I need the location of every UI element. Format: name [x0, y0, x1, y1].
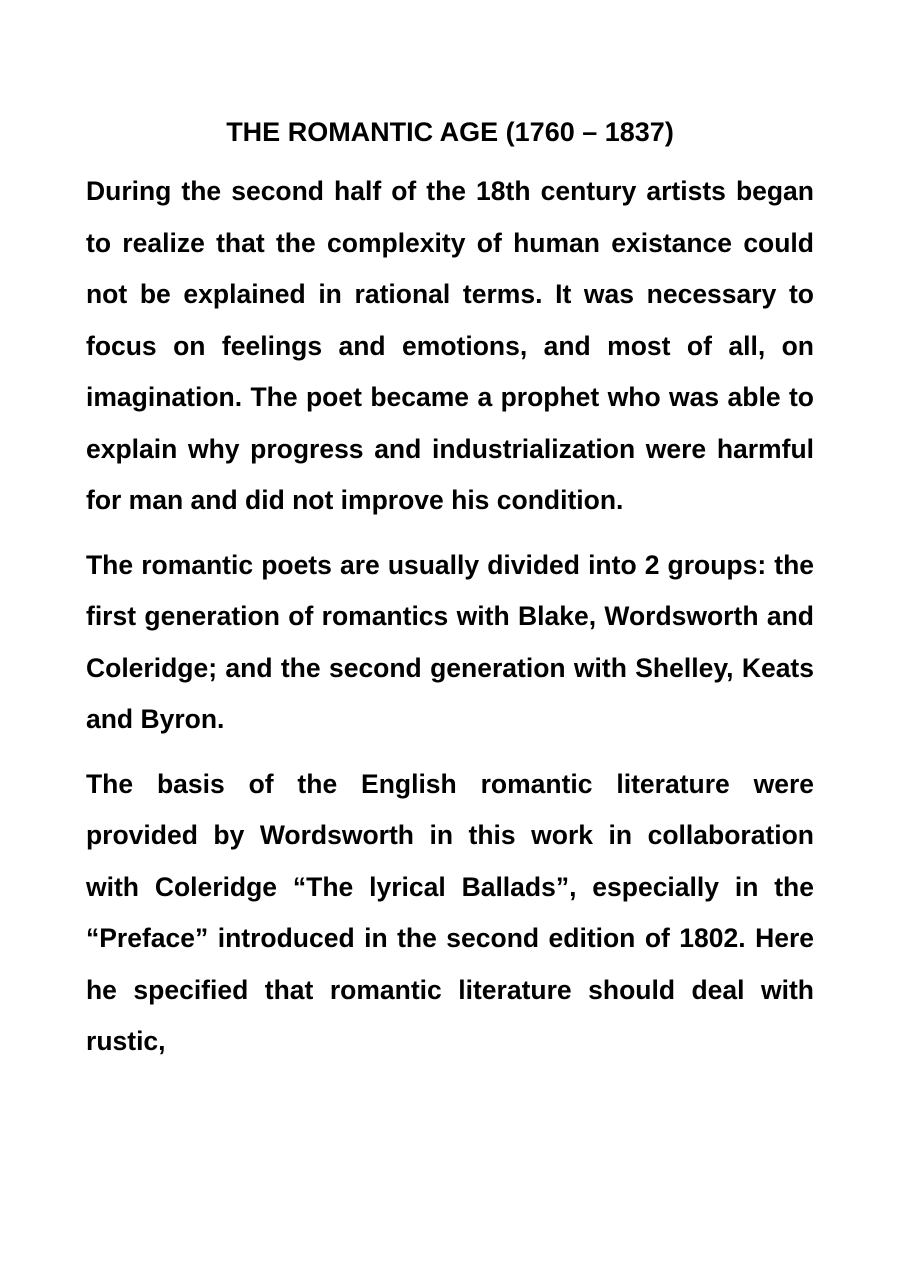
- paragraph-generations: The romantic poets are usually divided into 2 groups: the first generation of romantics with Blake, Wordsworth and Coleridge; and the second generation with Shelley, Keats and Byron.: [86, 549, 814, 734]
- paragraph-lyrical-ballads: The basis of the English romantic literature were provided by Wordsworth in this work in collaboration with Coleridge “The lyrical Ballads”, especially in the “Preface” introduced in the second edition of 1802. Here he specified that romantic literature should deal with rustic,: [86, 768, 814, 1056]
- document-body: [86, 166, 814, 1081]
- paragraph-intro: During the second half of the 18th century artists began to realize that the complexity of human existance could not be explained in rational terms. It was necessary to focus on feelings and emotions, and most of all, on imagination. The poet became a prophet who was able to explain why progress and industrialization were harmful for man and did not improve his condition.: [86, 176, 814, 515]
- document-title: THE ROMANTIC AGE (1760 – 1837): [226, 117, 674, 147]
